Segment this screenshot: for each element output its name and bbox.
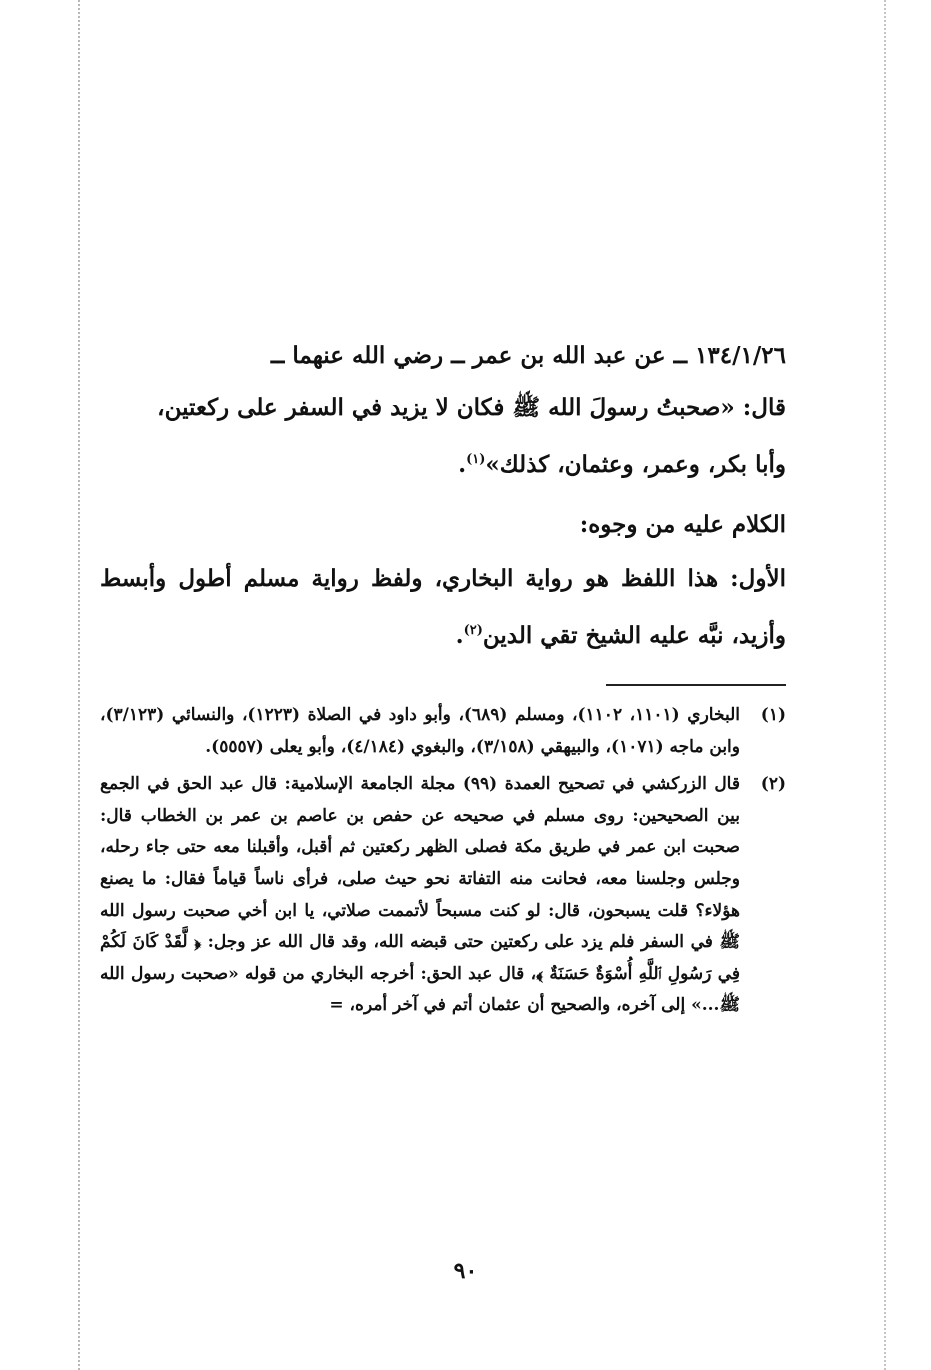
first-point-text: الأول: هذا اللفظ هو رواية البخاري، ولفظ رواية مسلم أطول وأبسط وأزيد، نبَّه عليه الشيخ تقي الدين [100, 565, 786, 649]
hadith-line-3: وأبا بكر، وعمر، وعثمان، كذلك» [485, 451, 786, 478]
first-point-paragraph: الأول: هذا اللفظ هو رواية البخاري، ولفظ رواية مسلم أطول وأبسط وأزيد، نبَّه عليه الشيخ تقي الدين$^{(٢)}$. [100, 565, 786, 649]
right-margin-dots [884, 0, 886, 1370]
footnote-separator [606, 684, 786, 686]
hadith-paragraph: ١٣٤/١/٢٦ ــ عن عبد الله بن عمر ــ رضي الله عنهما ــ قال: «صحبتُ رسولَ الله ﷺ فكان لا يزيد في السفر على ركعتين، وأبا بكر، وعمر، وعثمان، كذلك»$^{(١)}$. [157, 342, 786, 478]
hadith-line-2: قال: «صحبتُ رسولَ الله ﷺ فكان لا يزيد في السفر على ركعتين، [157, 394, 786, 421]
main-text [100, 330, 786, 662]
footnote-text: البخاري (١١٠١، ١١٠٢)، ومسلم (٦٨٩)، وأبو داود في الصلاة (١٢٢٣)، والنسائي (٣/١٢٣)، وابن ماجه (١٠٧١)، والبيهقي (٣/١٥٨)، والبغوي (٤/١٨٤)، وأبو يعلى (٥٥٥٧). [100, 705, 740, 757]
left-margin-dots [78, 0, 80, 1370]
footnote-number: (٢) [760, 774, 786, 795]
page-body [100, 330, 786, 1022]
footnote-1 [100, 700, 786, 763]
page-number: ٩٠ [453, 1258, 478, 1284]
footnote-2 [100, 769, 786, 1022]
footnote-ref-2: (٢) [463, 623, 483, 638]
footnote-number: (١) [760, 705, 786, 725]
footnote-text: قال الزركشي في تصحيح العمدة (٩٩) مجلة الجامعة الإسلامية: قال عبد الحق في الجمع بين الصحيحين: روى مسلم في صحيحه عن حفص بن عاصم بن عمر بن الخطاب قال: صحبت ابن عمر في طريق مكة فصلى الظهر ركعتين ثم أقبل، وأقبلنا معه حتى جاء رحله، وجلس وجلسنا معه، فحانت منه التفاتة نحو حيث صلى، فرأى ناساً قياماً فقال: ما يصنع هؤلاء؟ قلت يسبحون، قال: لو كنت مسبحاً لأتممت صلاتي، يا ابن أخي صحبت رسول الله ﷺ في السفر فلم يزد على ركعتين حتى قبضه الله، وقد قال الله عز وجل: ﴿ لَّقَدْ كَانَ لَكُمْ فِي رَسُولِ ٱللَّهِ أُسْوَةٌ حَسَنَةٌ ﴾، قال عبد الحق: أخرجه البخاري من قوله «صحبت رسول الله ﷺ...» إلى آخره، والصحيح أن عثمان أتم في آخر أمره، = [100, 774, 740, 1016]
section-heading: الكلام عليه من وجوه: [579, 511, 786, 538]
hadith-line-1: ١٣٤/١/٢٦ ــ عن عبد الله بن عمر ــ رضي الله عنهما ــ [270, 342, 786, 369]
footnote-ref-1: (١) [466, 452, 486, 467]
